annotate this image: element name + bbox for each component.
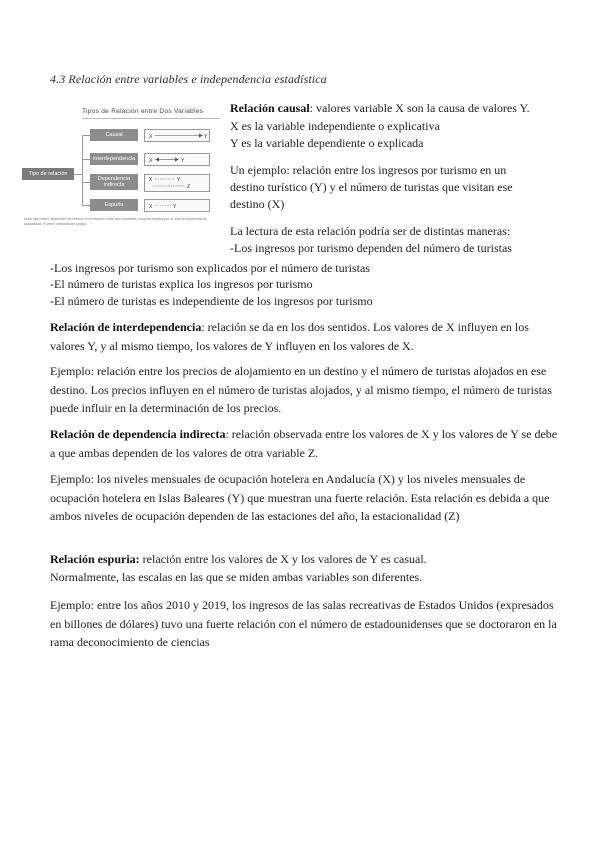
interdependencia-example: Ejemplo: relación entre los precios de alojamiento en un destino y el número de turistas alojados en ese destino. Los precios influyen en el número de turistas alojados, y al mismo tiempo, el número de turistas puede influir en la determinación de los precios. bbox=[50, 364, 552, 415]
svg-text:X: X bbox=[149, 177, 153, 183]
causal-def-text: : valores variable X son la causa de valores Y. bbox=[309, 101, 530, 115]
interdependencia-definition bbox=[50, 318, 560, 355]
diagram-rel-espuria bbox=[144, 199, 210, 212]
diagram-connector bbox=[82, 182, 90, 183]
diagram-type-espuria: Espuria bbox=[90, 199, 138, 211]
causal-label: Relación causal bbox=[230, 101, 310, 115]
espuria-example: Ejemplo: entre los años 2010 y 2019, los ingresos de las salas recreativas de Estados Unidos (expresados en billones de dólares) tuvo una fuerte relación con el número de estadounidenses que se doctoraron en la rama deconocimiento de ciencias bbox=[50, 598, 557, 649]
interdependencia-label: Relación de interdependencia bbox=[50, 320, 202, 334]
indirecta-def-text: : relación observada entre los valores de X y los valores de Y se debe a que ambas dependen de los valores de otra variable Z. bbox=[50, 427, 558, 460]
causal-example-line-2: destino turístico (Y) y el número de turistas que visitan ese bbox=[230, 180, 513, 194]
diagram-root-box: Tipo de relación bbox=[22, 168, 74, 180]
diagram-connector bbox=[82, 159, 90, 160]
diagram-rule bbox=[82, 118, 220, 119]
diagram-connector bbox=[74, 174, 82, 175]
svg-text:X: X bbox=[149, 134, 153, 140]
indirect-arrow-icon bbox=[145, 175, 209, 191]
causal-arrow-icon bbox=[145, 130, 209, 141]
diagram-footnote: Nota: las cuatro relaciones se refieren a la relación entre dos variables; ninguna implica por sí sola la existencia de causalidad. Fuente: elaboración propia. bbox=[24, 217, 207, 226]
diagram-rel-interdependencia bbox=[144, 153, 210, 166]
section-heading: 4.3 Relación entre variables e independencia estadística bbox=[50, 72, 327, 86]
svg-text:X: X bbox=[149, 204, 153, 210]
spurious-relation-icon bbox=[145, 200, 209, 211]
svg-text:Y: Y bbox=[204, 134, 208, 140]
diagram-type-causal: Causal bbox=[90, 129, 138, 141]
causal-line-2: X es la variable independiente o explicativa bbox=[230, 119, 440, 133]
espuria-definition bbox=[50, 550, 427, 568]
causal-reading-line-3: -Los ingresos por turismo son explicados por el número de turistas bbox=[50, 261, 370, 275]
indirecta-label: Relación de dependencia indirecta bbox=[50, 427, 226, 441]
causal-line-3: Y es la variable dependiente o explicada bbox=[230, 136, 424, 150]
diagram-rel-indirecta bbox=[144, 174, 210, 192]
diagram-connector bbox=[82, 135, 90, 136]
causal-reading-line-1: La lectura de esta relación podría ser de distintas maneras: bbox=[230, 224, 511, 238]
svg-text:Y: Y bbox=[181, 158, 185, 164]
espuria-definition-line-2: Normalmente, las escalas en las que se miden ambas variables son diferentes. bbox=[50, 570, 423, 584]
diagram-type-indirecta: Dependencia indirecta bbox=[90, 174, 138, 190]
espuria-label: Relación espuria: bbox=[50, 552, 140, 566]
svg-text:X: X bbox=[149, 158, 153, 164]
causal-reading-line-5: -El número de turistas es independiente de los ingresos por turismo bbox=[50, 294, 373, 308]
causal-reading-line-2: -Los ingresos por turismo dependen del número de turistas bbox=[230, 241, 512, 255]
diagram-rel-causal bbox=[144, 129, 210, 142]
svg-text:Z: Z bbox=[187, 184, 191, 190]
diagram-title: Tipos de Relación entre Dos Variables bbox=[82, 108, 204, 115]
causal-example-line-1: Un ejemplo: relación entre los ingresos por turismo en un bbox=[230, 163, 507, 177]
espuria-def-text: relación entre los valores de X y los valores de Y es casual. bbox=[139, 552, 427, 566]
diagram-connector bbox=[82, 135, 83, 205]
bidirectional-arrow-icon bbox=[145, 154, 209, 165]
svg-text:Y: Y bbox=[173, 204, 177, 210]
relation-types-diagram bbox=[22, 104, 222, 232]
diagram-connector bbox=[82, 205, 90, 206]
causal-example-line-3: destino (X) bbox=[230, 197, 285, 211]
svg-text:Y: Y bbox=[177, 177, 181, 183]
diagram-type-interdependencia: Interdependencia bbox=[90, 153, 138, 165]
indirecta-definition bbox=[50, 425, 560, 462]
causal-definition bbox=[230, 99, 530, 117]
causal-reading-line-4: -El número de turistas explica los ingresos por turismo bbox=[50, 277, 313, 291]
interdependencia-def-text: : relación se da en los dos sentidos. Los valores de X influyen en los valores Y, y al mismo tiempo, los valores de Y influyen en los valores de X. bbox=[50, 320, 529, 353]
indirecta-example: Ejemplo: los niveles mensuales de ocupación hotelera en Andalucía (X) y los niveles mensuales de ocupación hotelera en Islas Baleares (Y) que muestran una fuerte relación. Esta relación es debida a que ambos niveles de ocupación dependen de las estaciones del año, la estacionalidad (Z) bbox=[50, 472, 550, 523]
